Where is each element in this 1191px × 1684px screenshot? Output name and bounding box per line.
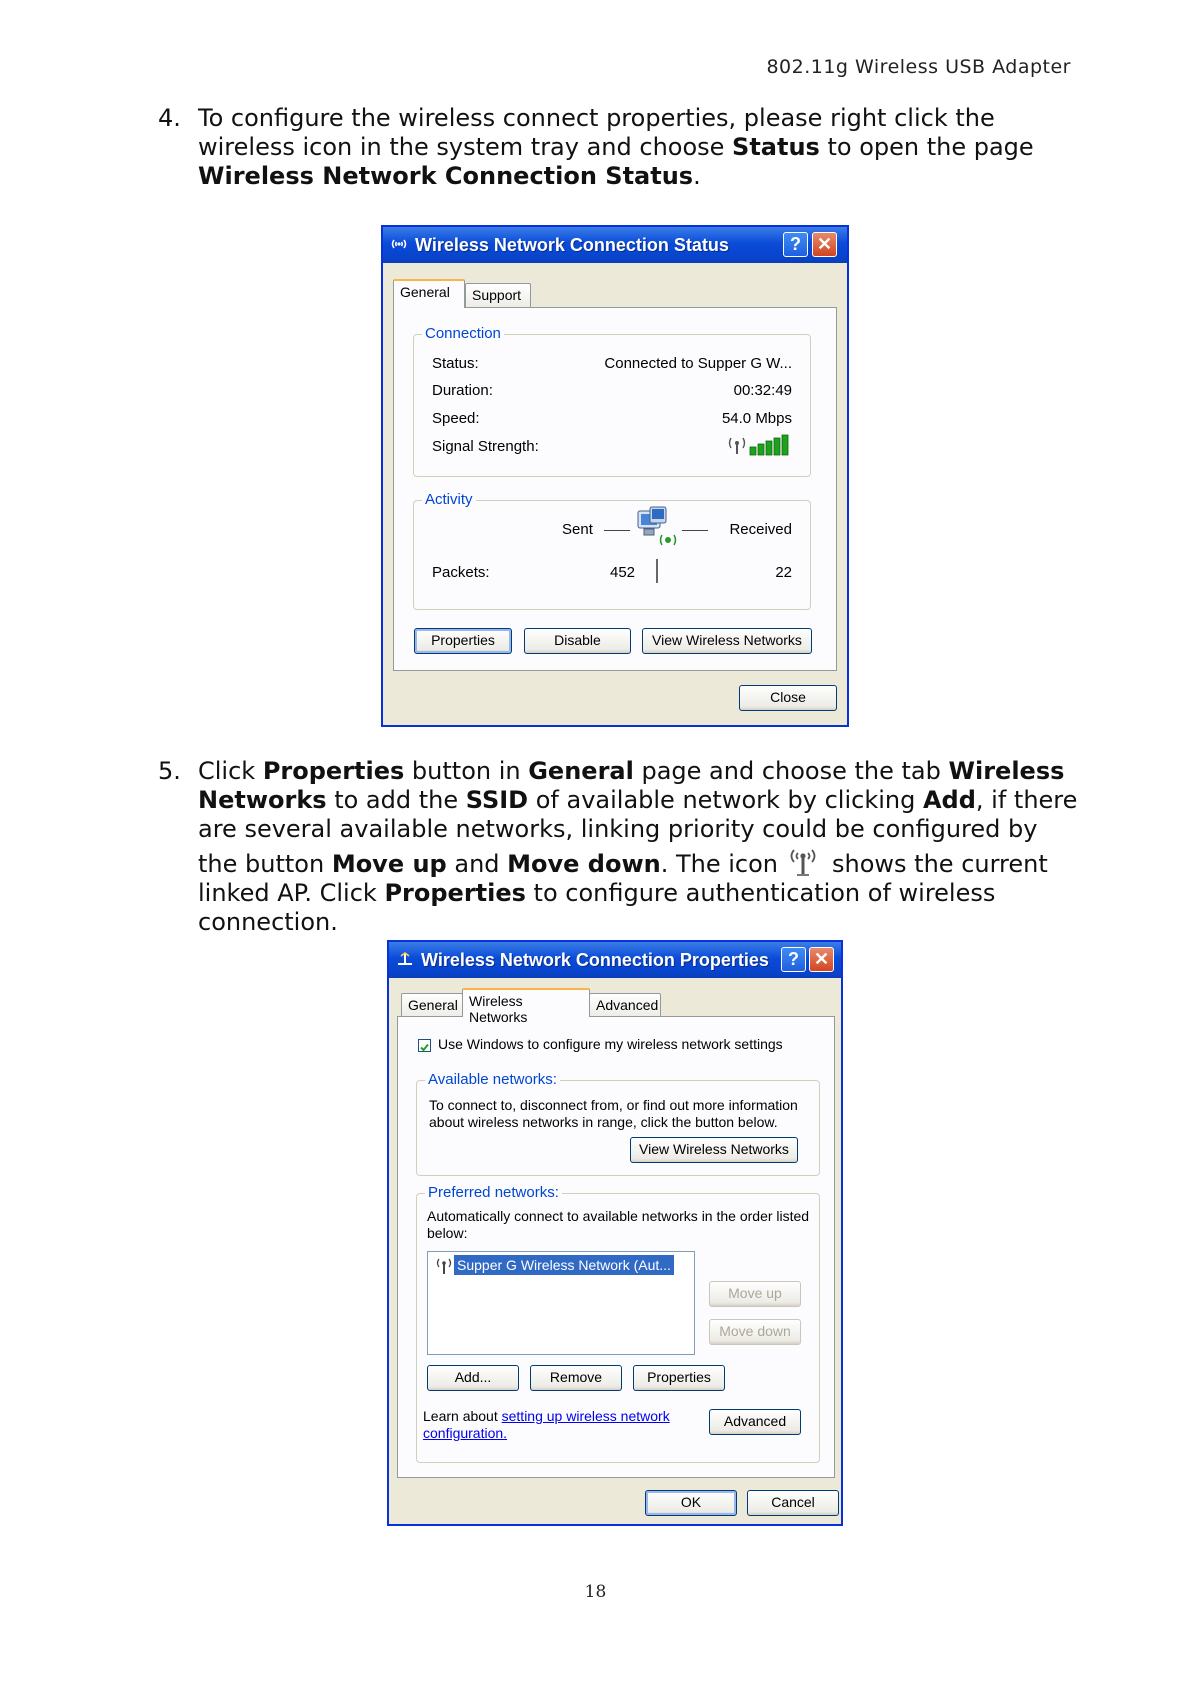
status-dialog-title: Wireless Network Connection Status	[415, 235, 729, 255]
step-5-bold-properties: Properties	[262, 757, 405, 785]
speed-value: 54.0 Mbps	[721, 410, 792, 427]
status-label: Status:	[432, 355, 479, 372]
step-5-text-part: and	[446, 850, 508, 878]
step-5-text-part: to configure authentication of wireless connection.	[198, 879, 996, 936]
status-value: Connected to Supper G W...	[604, 355, 792, 372]
step-5-bold-ssid: SSID	[465, 786, 529, 814]
preferred-networks-list[interactable]	[427, 1251, 695, 1355]
step-5-text-part: of available network by clicking	[528, 786, 923, 814]
page-number: 18	[584, 1582, 607, 1602]
view-wireless-networks-button[interactable]: View Wireless Networks	[630, 1137, 798, 1163]
step-5-text	[198, 757, 1078, 937]
tab-wireless-networks[interactable]: Wireless Networks	[462, 988, 590, 1017]
help-button[interactable]: ?	[781, 947, 806, 972]
step-4-text-part: To configure the wireless connect properties, please right click the wireless icon in the system tray and choose	[198, 104, 995, 161]
available-networks-group	[416, 1071, 820, 1176]
network-properties-button[interactable]: Properties	[633, 1365, 725, 1391]
ok-button[interactable]: OK	[645, 1490, 737, 1516]
signal-bar	[774, 438, 780, 455]
step-4-bold-status: Status	[732, 133, 820, 161]
step-5-number: 5.	[158, 757, 181, 785]
disable-button[interactable]: Disable	[524, 628, 631, 654]
status-dialog	[381, 225, 849, 727]
step-4-text	[198, 104, 1078, 191]
step-5-text-part: page and choose the tab	[633, 757, 949, 785]
learn-about-text	[423, 1408, 670, 1442]
step-5-bold-wireless-networks: Wireless Networks	[198, 757, 1065, 814]
document-header: 802.11g Wireless USB Adapter	[766, 56, 1071, 78]
tab-support[interactable]: Support	[465, 283, 531, 308]
signal-strength-label: Signal Strength:	[432, 438, 539, 455]
properties-dialog-titlebar[interactable]	[389, 942, 841, 978]
step-4-number: 4.	[158, 104, 181, 132]
step-5-bold-add: Add	[922, 786, 976, 814]
remove-button[interactable]: Remove	[530, 1365, 622, 1391]
network-activity-icon	[634, 505, 678, 549]
tab-general[interactable]: General	[401, 993, 463, 1018]
network-connection-icon	[395, 950, 415, 970]
step-5	[158, 757, 1078, 937]
wireless-signal-icon	[389, 235, 409, 255]
signal-strength-icon	[728, 433, 792, 457]
step-5-text-part: button in	[404, 757, 529, 785]
tab-advanced[interactable]: Advanced	[589, 993, 661, 1018]
packets-divider	[656, 559, 658, 583]
step-5-bold-properties-2: Properties	[384, 879, 526, 907]
step-4-text-part: .	[693, 162, 701, 190]
received-label: Received	[729, 521, 792, 538]
move-up-button[interactable]: Move up	[709, 1281, 801, 1307]
activity-group	[413, 491, 811, 610]
move-down-button[interactable]: Move down	[709, 1319, 801, 1345]
received-line	[682, 530, 708, 531]
step-5-text-part: , if there are several available networks, linking priority could be configured by the button	[198, 786, 1078, 878]
tab-general[interactable]: General	[393, 279, 465, 308]
step-4	[158, 104, 1078, 191]
close-window-button[interactable]: ✕	[812, 232, 837, 257]
close-button[interactable]: Close	[739, 685, 837, 711]
signal-bar	[782, 435, 788, 455]
step-5-text-part: . The icon	[660, 850, 779, 878]
use-windows-checkbox[interactable]	[418, 1039, 431, 1052]
linked-ap-icon	[788, 844, 818, 878]
learn-about-prefix: Learn about	[423, 1408, 502, 1424]
general-tab-panel	[393, 307, 837, 671]
connection-group	[413, 325, 811, 477]
close-window-button[interactable]: ✕	[809, 947, 834, 972]
step-5-bold-move-down: Move down	[507, 850, 661, 878]
preferred-networks-title: Preferred networks:	[425, 1184, 562, 1201]
advanced-button[interactable]: Advanced	[709, 1409, 801, 1435]
linked-ap-icon	[436, 1256, 452, 1276]
preferred-networks-group	[416, 1184, 820, 1463]
add-button[interactable]: Add...	[427, 1365, 519, 1391]
wireless-networks-tab-panel	[397, 1016, 835, 1478]
checkmark-icon	[419, 1042, 430, 1053]
view-wireless-networks-button[interactable]: View Wireless Networks	[642, 628, 812, 654]
activity-group-title: Activity	[422, 491, 476, 508]
step-5-text-part: shows the current linked AP. Click	[198, 850, 1048, 907]
step-4-bold-page: Wireless Network Connection Status	[198, 162, 694, 190]
sent-label: Sent	[562, 521, 593, 538]
preferred-networks-text-1: Automatically connect to available networks in the order listed	[427, 1208, 810, 1224]
step-5-bold-general: General	[528, 757, 634, 785]
use-windows-label: Use Windows to configure my wireless network settings	[438, 1036, 783, 1052]
available-networks-text-1: To connect to, disconnect from, or find out more information	[429, 1097, 798, 1113]
learn-configuration-link[interactable]: configuration.	[423, 1425, 508, 1441]
preferred-network-item[interactable]: Supper G Wireless Network (Aut...	[454, 1255, 674, 1275]
signal-bar	[750, 447, 756, 455]
packets-sent-value: 452	[610, 564, 636, 581]
learn-setup-link[interactable]: setting up wireless network	[501, 1408, 670, 1424]
duration-value: 00:32:49	[733, 382, 792, 399]
sent-line	[604, 530, 630, 531]
duration-label: Duration:	[432, 382, 493, 399]
signal-bar	[766, 441, 772, 455]
help-button[interactable]: ?	[783, 232, 808, 257]
preferred-networks-text-2: below:	[427, 1225, 468, 1241]
signal-bar	[758, 444, 764, 455]
properties-dialog	[387, 940, 843, 1526]
status-dialog-titlebar[interactable]	[383, 227, 847, 263]
properties-button[interactable]: Properties	[414, 628, 512, 654]
step-5-bold-move-up: Move up	[331, 850, 447, 878]
available-networks-title: Available networks:	[425, 1071, 560, 1088]
speed-label: Speed:	[432, 410, 480, 427]
packets-label: Packets:	[432, 564, 490, 581]
step-4-text-part: to open the page	[819, 133, 1034, 161]
properties-dialog-title: Wireless Network Connection Properties	[421, 950, 769, 970]
step-5-text-part: Click	[198, 757, 263, 785]
connection-group-title: Connection	[422, 325, 504, 342]
packets-received-value: 22	[775, 564, 792, 581]
cancel-button[interactable]: Cancel	[747, 1490, 839, 1516]
step-5-text-part: to add the	[326, 786, 466, 814]
available-networks-text-2: about wireless networks in range, click the button below.	[429, 1114, 778, 1130]
